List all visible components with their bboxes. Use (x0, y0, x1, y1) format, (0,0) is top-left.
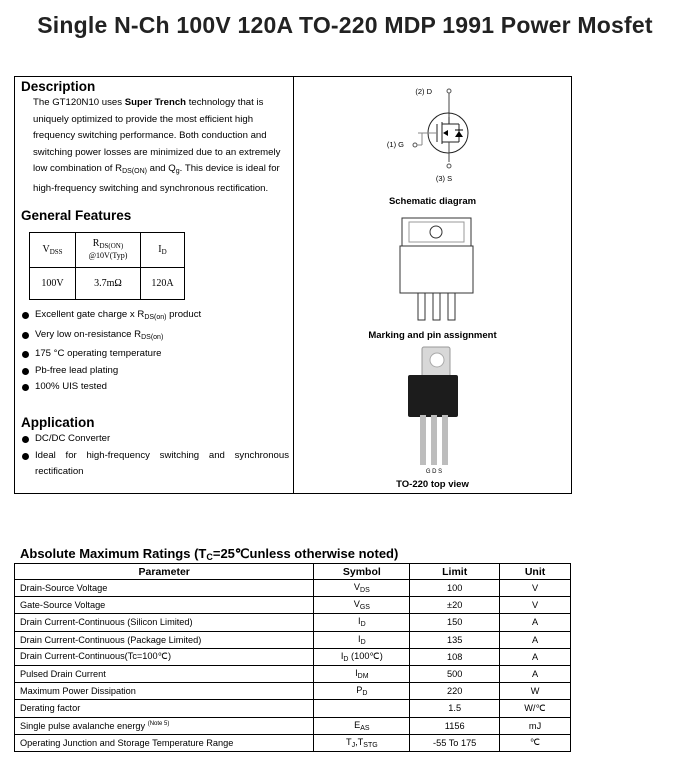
top-view-caption: TO-220 top view (396, 479, 469, 490)
list-item: 175 °C operating temperature (21, 346, 201, 363)
page-title: Single N-Ch 100V 120A TO-220 MDP 1991 Power Mosfet (37, 12, 653, 38)
table-row: Drain Current-Continuous(Tc=100℃) $I_D$ (100℃) 108 A (15, 648, 571, 665)
pin-s-label: (3) S (435, 174, 453, 183)
left-column (15, 77, 294, 493)
mosfet-schematic-icon (294, 77, 571, 197)
application-heading: Application (21, 415, 95, 430)
list-item: DC/DC Converter (21, 431, 289, 448)
list-item: Excellent gate charge x $R_{DS(on)}$ product (21, 307, 201, 327)
to220-package-icon (294, 345, 571, 480)
marking-caption: Marking and pin assignment (368, 330, 497, 341)
table-row: Operating Junction and Storage Temperature Range $T_J,T_{STG}$ -55 To 175 ℃ (15, 734, 571, 751)
table-row: Derating factor 1.5 W/℃ (15, 700, 571, 717)
features-heading: General Features (21, 208, 132, 223)
list-item: Ideal for high-frequency switching and synchronous rectification (21, 448, 289, 481)
right-column (294, 77, 571, 493)
pin-g-label: (1) G (386, 140, 404, 149)
amr-title: Absolute Maximum Ratings ($T_C=25℃unless$ otherwise noted) (20, 546, 399, 562)
table-row: Maximum Power Dissipation $P_D$ 220 W (15, 683, 571, 700)
application-list (21, 431, 289, 481)
features-list (21, 307, 201, 396)
table-row: Drain Current-Continuous (Package Limited) $I_D$ 135 A (15, 631, 571, 648)
absolute-max-ratings-table (14, 563, 571, 752)
package-outline-icon (294, 213, 571, 323)
pin-letters: G D S (425, 469, 443, 475)
overview-box (14, 76, 572, 494)
schematic-caption: Schematic diagram (388, 196, 477, 207)
table-row: Drain Current-Continuous (Silicon Limited) $I_D$ 150 A (15, 614, 571, 631)
table-row: Gate-Source Voltage $V_{GS}$ ±20 V (15, 597, 571, 614)
table-row: Drain-Source Voltage $V_{DS}$ 100 V (15, 580, 571, 597)
table-row: Pulsed Drain Current $I_{DM}$ 500 A (15, 665, 571, 682)
table-header-row: Parameter Symbol Limit Unit (15, 564, 571, 580)
list-item: Pb-free lead plating (21, 363, 201, 380)
list-item: 100% UIS tested (21, 379, 201, 396)
features-table: $V_{DSS}$ $R_{DS(ON)}$ @10V(Typ) $I_D$ 100V 3.7mΩ 120A (29, 232, 185, 300)
pin-d-label: (2) D (415, 87, 432, 96)
description-heading: Description (21, 79, 96, 94)
table-row: Single pulse avalanche energy $^{(Note 5)}$ $E_{AS}$ 1156 mJ (15, 717, 571, 734)
list-item: Very low on-resistance $R_{DS(on)}$ (21, 327, 201, 347)
description-text: The GT120N10 uses Super Trench technology that is uniquely optimized to provide the most efficient high frequency switching performance. Both conduction and switching power losses are minimized due to an extremely low combination of $R_{DS(ON)}$ and $Q_g$. This device is ideal for high-frequency switching and synchronous rectification. (33, 97, 281, 194)
